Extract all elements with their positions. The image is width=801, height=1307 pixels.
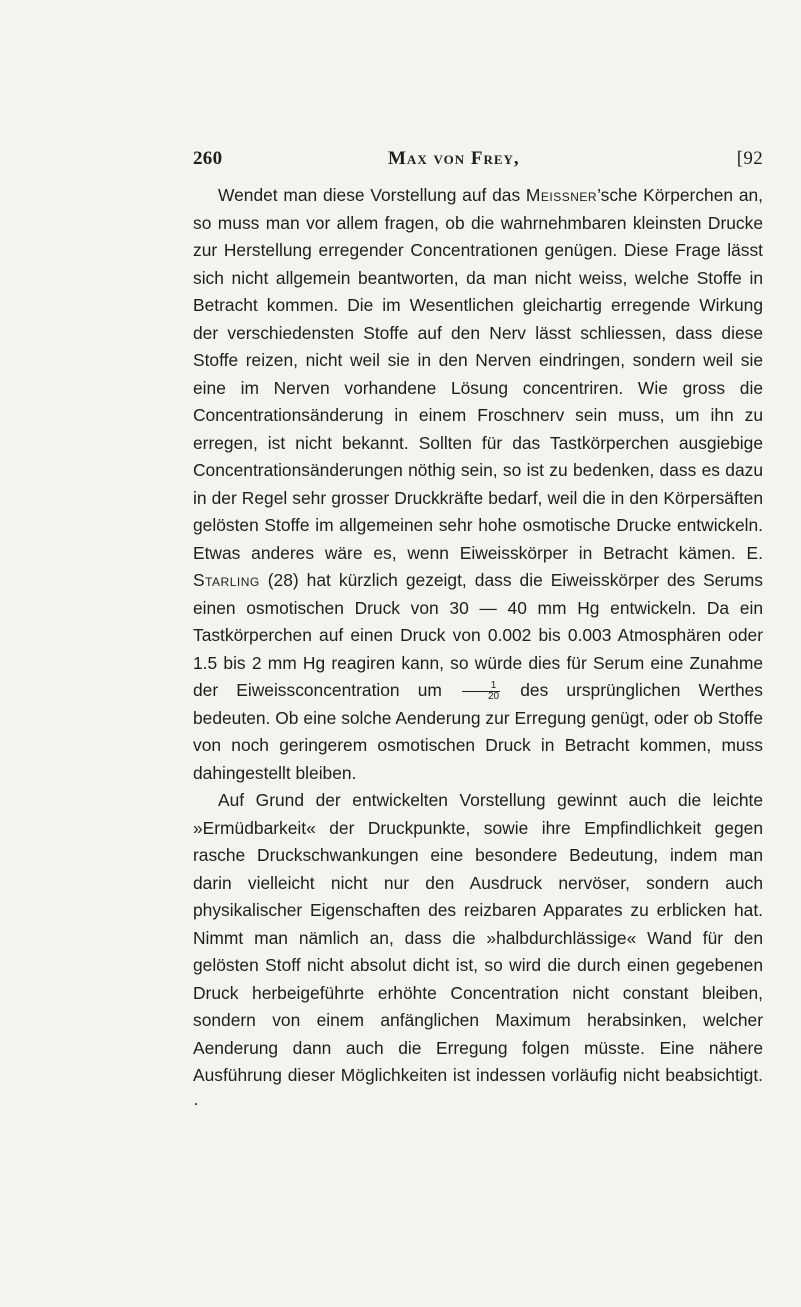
paragraph-2: Auf Grund der entwickelten Vorstellung gewinnt auch die leichte »Ermüdbarkeit« der Druckpunkte, sowie ihre Empfindlichkeit gegen rasche Druckschwankungen eine besondere Bedeutung, indem man darin vielleicht nicht nur den Ausdruck nervöser, sondern auch physikalischer Eigenschaften des reizbaren Apparates zu erblicken hat. Nimmt man nämlich an, dass die »halbdurchlässige« Wand für den gelösten Stoff nicht absolut dicht ist, so wird die durch einen gegebenen Druck herbeigeführte erhöhte Concentration nicht constant bleiben, sondern von einem anfänglichen Maximum herabsinken, welcher Aenderung dann auch die Erregung folgen müsste. Eine nähere Ausführung dieser Möglichkeiten ist indessen vorläufig nicht beabsichtigt. ·: [193, 790, 763, 1113]
author-name-starling: Starling: [193, 570, 260, 590]
paragraph-1: [193, 182, 763, 787]
page-number: 260: [193, 148, 223, 169]
body-text: [193, 182, 763, 1117]
paragraph-1-part-4: des ursprünglichen Werthes bedeuten. Ob eine solche Aenderung zur Erregung genügt, oder ob Stoffe von noch geringerem osmotischen Druck in Betracht kommen, muss dahingestellt bleiben.: [193, 680, 763, 783]
bracket-page-number: [92: [736, 148, 763, 169]
paragraph-1-part-1: Wendet man diese Vorstellung auf das: [218, 185, 526, 205]
running-head: Max von Frey,: [388, 148, 520, 169]
fraction: [462, 681, 500, 702]
author-name-meissner: Meissner: [525, 185, 598, 205]
paragraph-1-part-3: (28) hat kürzlich gezeigt, dass die Eiweisskörper des Serums einen osmotischen Druck von 30 — 40 mm Hg entwickeln. Da ein Tastkörperchen auf einen Druck von 0.002 bis 0.003 Atmosphären oder 1.5 bis 2 mm Hg reagiren kann, so würde dies für Serum eine Zunahme der Eiweissconcentration um: [193, 570, 763, 700]
fraction-numerator: 1: [462, 681, 500, 692]
page-header: [193, 148, 763, 174]
paragraph-1-part-2: ’sche Körperchen an, so muss man vor allem fragen, ob die wahrnehmbaren kleinsten Drucke zur Herstellung erregender Concentrationen genügen. Diese Frage lässt sich nicht allgemein beantworten, da man nicht weiss, welche Stoffe in Betracht kommen. Die im Wesentlichen gleichartig erregende Wirkung der verschiedensten Stoffe auf den Nerv lässt schliessen, dass diese Stoffe reizen, nicht weil sie in den Nerven eindringen, sondern weil sie eine im Nerven vorhandene Lösung concentriren. Wie gross die Concentrationsänderung in einem Froschnerv sein muss, um ihn zu erregen, ist nicht bekannt. Sollten für das Tastkörperchen ausgiebige Concentrationsänderungen nöthig sein, so ist zu bedenken, dass es dazu in der Regel sehr grosser Druckkräfte bedarf, weil die in den Körpersäften gelösten Stoffe im allgemeinen sehr hohe osmotische Drucke entwickeln. Etwas anderes wäre es, wenn Eiweisskörper in Betracht kämen. E.: [193, 185, 764, 563]
fraction-denominator: 20: [487, 690, 500, 702]
